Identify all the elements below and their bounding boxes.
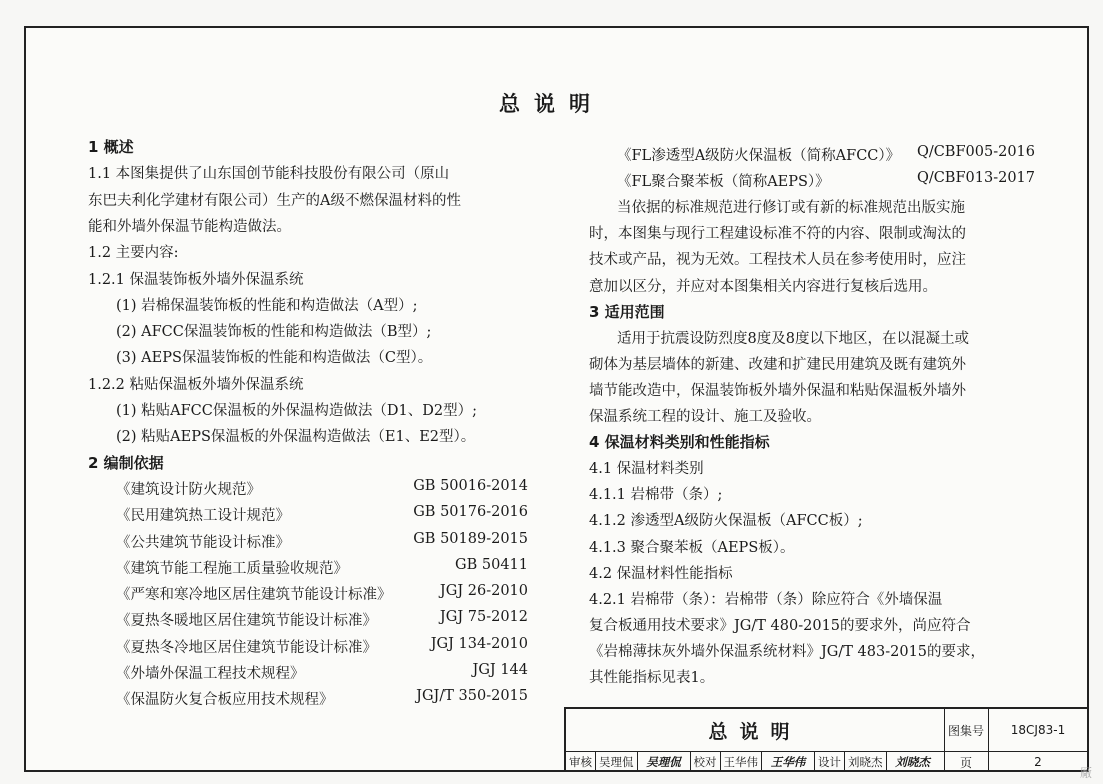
reference-code: JGJ 144	[472, 662, 528, 678]
text-line: 保温系统工程的设计、施工及验收。	[589, 409, 821, 425]
check-signature: 王华伟	[762, 752, 815, 772]
text-line: 技术或产品，视为无效。工程技术人员在参考使用时，应注	[589, 252, 966, 269]
design-name: 刘晓杰	[845, 752, 887, 772]
reference-item	[116, 662, 528, 683]
text-line: 4.1 保温材料类别	[589, 461, 704, 478]
text-line: 其性能指标见表1。	[589, 670, 715, 686]
atlas-number-value: 18CJ83-1	[1010, 723, 1066, 737]
reference-code: JGJ 26-2010	[439, 583, 528, 600]
reference-code: GB 50176-2016	[413, 504, 528, 521]
reference-code: GB 50411	[455, 556, 528, 573]
reference-code: JGJ 75-2012	[439, 609, 528, 626]
text-line: 复合板通用技术要求》JG/T 480-2015的要求外，尚应符合	[589, 617, 971, 634]
section-heading: 2 编制依据	[88, 453, 164, 472]
reference-item	[116, 583, 528, 604]
text-line: 1.2.1 保温装饰板外墙外保温系统	[88, 271, 304, 288]
reference-item	[116, 504, 528, 525]
text-line: 1.2 主要内容:	[88, 245, 179, 262]
title-block	[564, 707, 1088, 771]
reference-title: 《外墙外保温工程技术规程》	[116, 666, 305, 682]
page-number: 2	[1034, 755, 1042, 769]
text-line: 东巴夫利化学建材有限公司）生产的A级不燃保温材料的性	[88, 192, 461, 209]
section-heading: 1 概述	[88, 138, 134, 156]
reference-title: 《保温防火复合板应用技术规程》	[116, 692, 334, 709]
text-line: (2) 粘贴AEPS保温板的外保温构造做法（E1、E2型）。	[116, 429, 476, 446]
page-title: 总说明	[499, 92, 604, 116]
text-line: 4.1.1 岩棉带（条）;	[589, 487, 723, 504]
atlas-number-label: 图集号	[944, 709, 989, 751]
check-label: 校对	[691, 752, 721, 772]
reference-title: 《夏热冬冷地区居住建筑节能设计标准》	[116, 639, 377, 656]
page-label: 页	[944, 752, 989, 772]
text-line: 4.2 保温材料性能指标	[589, 565, 733, 582]
text-line: 4.1.3 聚合聚苯板（AEPS板）。	[589, 539, 795, 556]
text-line: 1.2.2 粘贴保温板外墙外保温系统	[88, 376, 304, 393]
text-line: 4.1.2 渗透型A级防火保温板（AFCC板）;	[589, 513, 863, 530]
title-block-name: 总说明	[566, 709, 945, 751]
corner-watermark: 厰	[1080, 766, 1093, 780]
text-line: 意加以区分，并应对本图集相关内容进行复核后选用。	[589, 278, 937, 295]
reference-item	[116, 531, 528, 552]
review-label: 审核	[566, 752, 596, 772]
reference-code: GB 50189-2015	[413, 530, 528, 547]
text-line: 《岩棉薄抹灰外墙外保温系统材料》JG/T 483-2015的要求，	[589, 643, 986, 660]
reference-title: 《建筑节能工程施工质量验收规范》	[116, 560, 348, 577]
section-heading: 4 保温材料类别和性能指标	[589, 433, 770, 452]
reference-code: JGJ 134-2010	[430, 635, 528, 652]
text-line: 4.2.1 岩棉带（条）：岩棉带（条）除应符合《外墙保温	[589, 591, 943, 608]
section-heading: 3 适用范围	[589, 302, 665, 321]
text-line: (3) AEPS保温装饰板的性能和构造做法（C型）。	[116, 350, 433, 367]
text-line: 能和外墙外保温节能构造做法。	[88, 218, 291, 235]
reference-item	[116, 478, 528, 499]
text-line: 墙节能改造中，保温装饰板外墙外保温和粘贴保温板外墙外	[589, 382, 966, 399]
reference-item	[116, 636, 528, 657]
reference-item	[116, 557, 528, 578]
text-line: 1.1 本图集提供了山东国创节能科技股份有限公司（原山	[88, 166, 450, 183]
reference-code: Q/CBF005-2016	[916, 144, 1035, 160]
reference-title: 《民用建筑热工设计规范》	[116, 508, 290, 525]
review-signature: 吴理侃	[638, 752, 691, 772]
text-line: (1) 粘贴AFCC保温板的外保温构造做法（D1、D2型）;	[116, 403, 477, 419]
reference-item	[116, 609, 528, 630]
reference-title: 《FL渗透型A级防火保温板（简称AFCC）》	[617, 148, 901, 164]
text-line: 砌体为基层墙体的新建、改建和扩建民用建筑及既有建筑外	[589, 356, 966, 373]
reference-item	[617, 170, 1035, 191]
text-line: (1) 岩棉保温装饰板的性能和构造做法（A型）;	[116, 297, 418, 314]
reference-code: GB 50016-2014	[413, 477, 528, 494]
text-line: 适用于抗震设防烈度8度及8度以下地区，在以混凝土或	[617, 330, 969, 347]
design-label: 设计	[815, 752, 845, 772]
reference-title: 《建筑设计防火规范》	[116, 481, 261, 498]
design-signature: 刘晓杰	[895, 755, 930, 769]
reference-item	[116, 688, 528, 709]
reference-code: Q/CBF013-2017	[916, 170, 1035, 187]
check-name: 王华伟	[721, 752, 763, 772]
text-line: 当依据的标准规范进行修订或有新的标准规范出版实施	[617, 200, 965, 217]
review-name: 吴理侃	[596, 752, 638, 772]
reference-title: 《FL聚合聚苯板（简称AEPS）》	[617, 174, 830, 191]
reference-title: 《夏热冬暖地区居住建筑节能设计标准》	[116, 613, 377, 630]
reference-item	[617, 144, 1035, 165]
signature-row	[566, 752, 945, 772]
reference-code: JGJ/T 350-2015	[416, 688, 528, 705]
text-line: (2) AFCC保温装饰板的性能和构造做法（B型）;	[116, 324, 432, 341]
text-line: 时，本图集与现行工程建设标准不符的内容、限制或淘汰的	[589, 226, 966, 243]
reference-title: 《公共建筑节能设计标准》	[116, 534, 290, 551]
reference-title: 《严寒和寒冷地区居住建筑节能设计标准》	[116, 587, 392, 604]
